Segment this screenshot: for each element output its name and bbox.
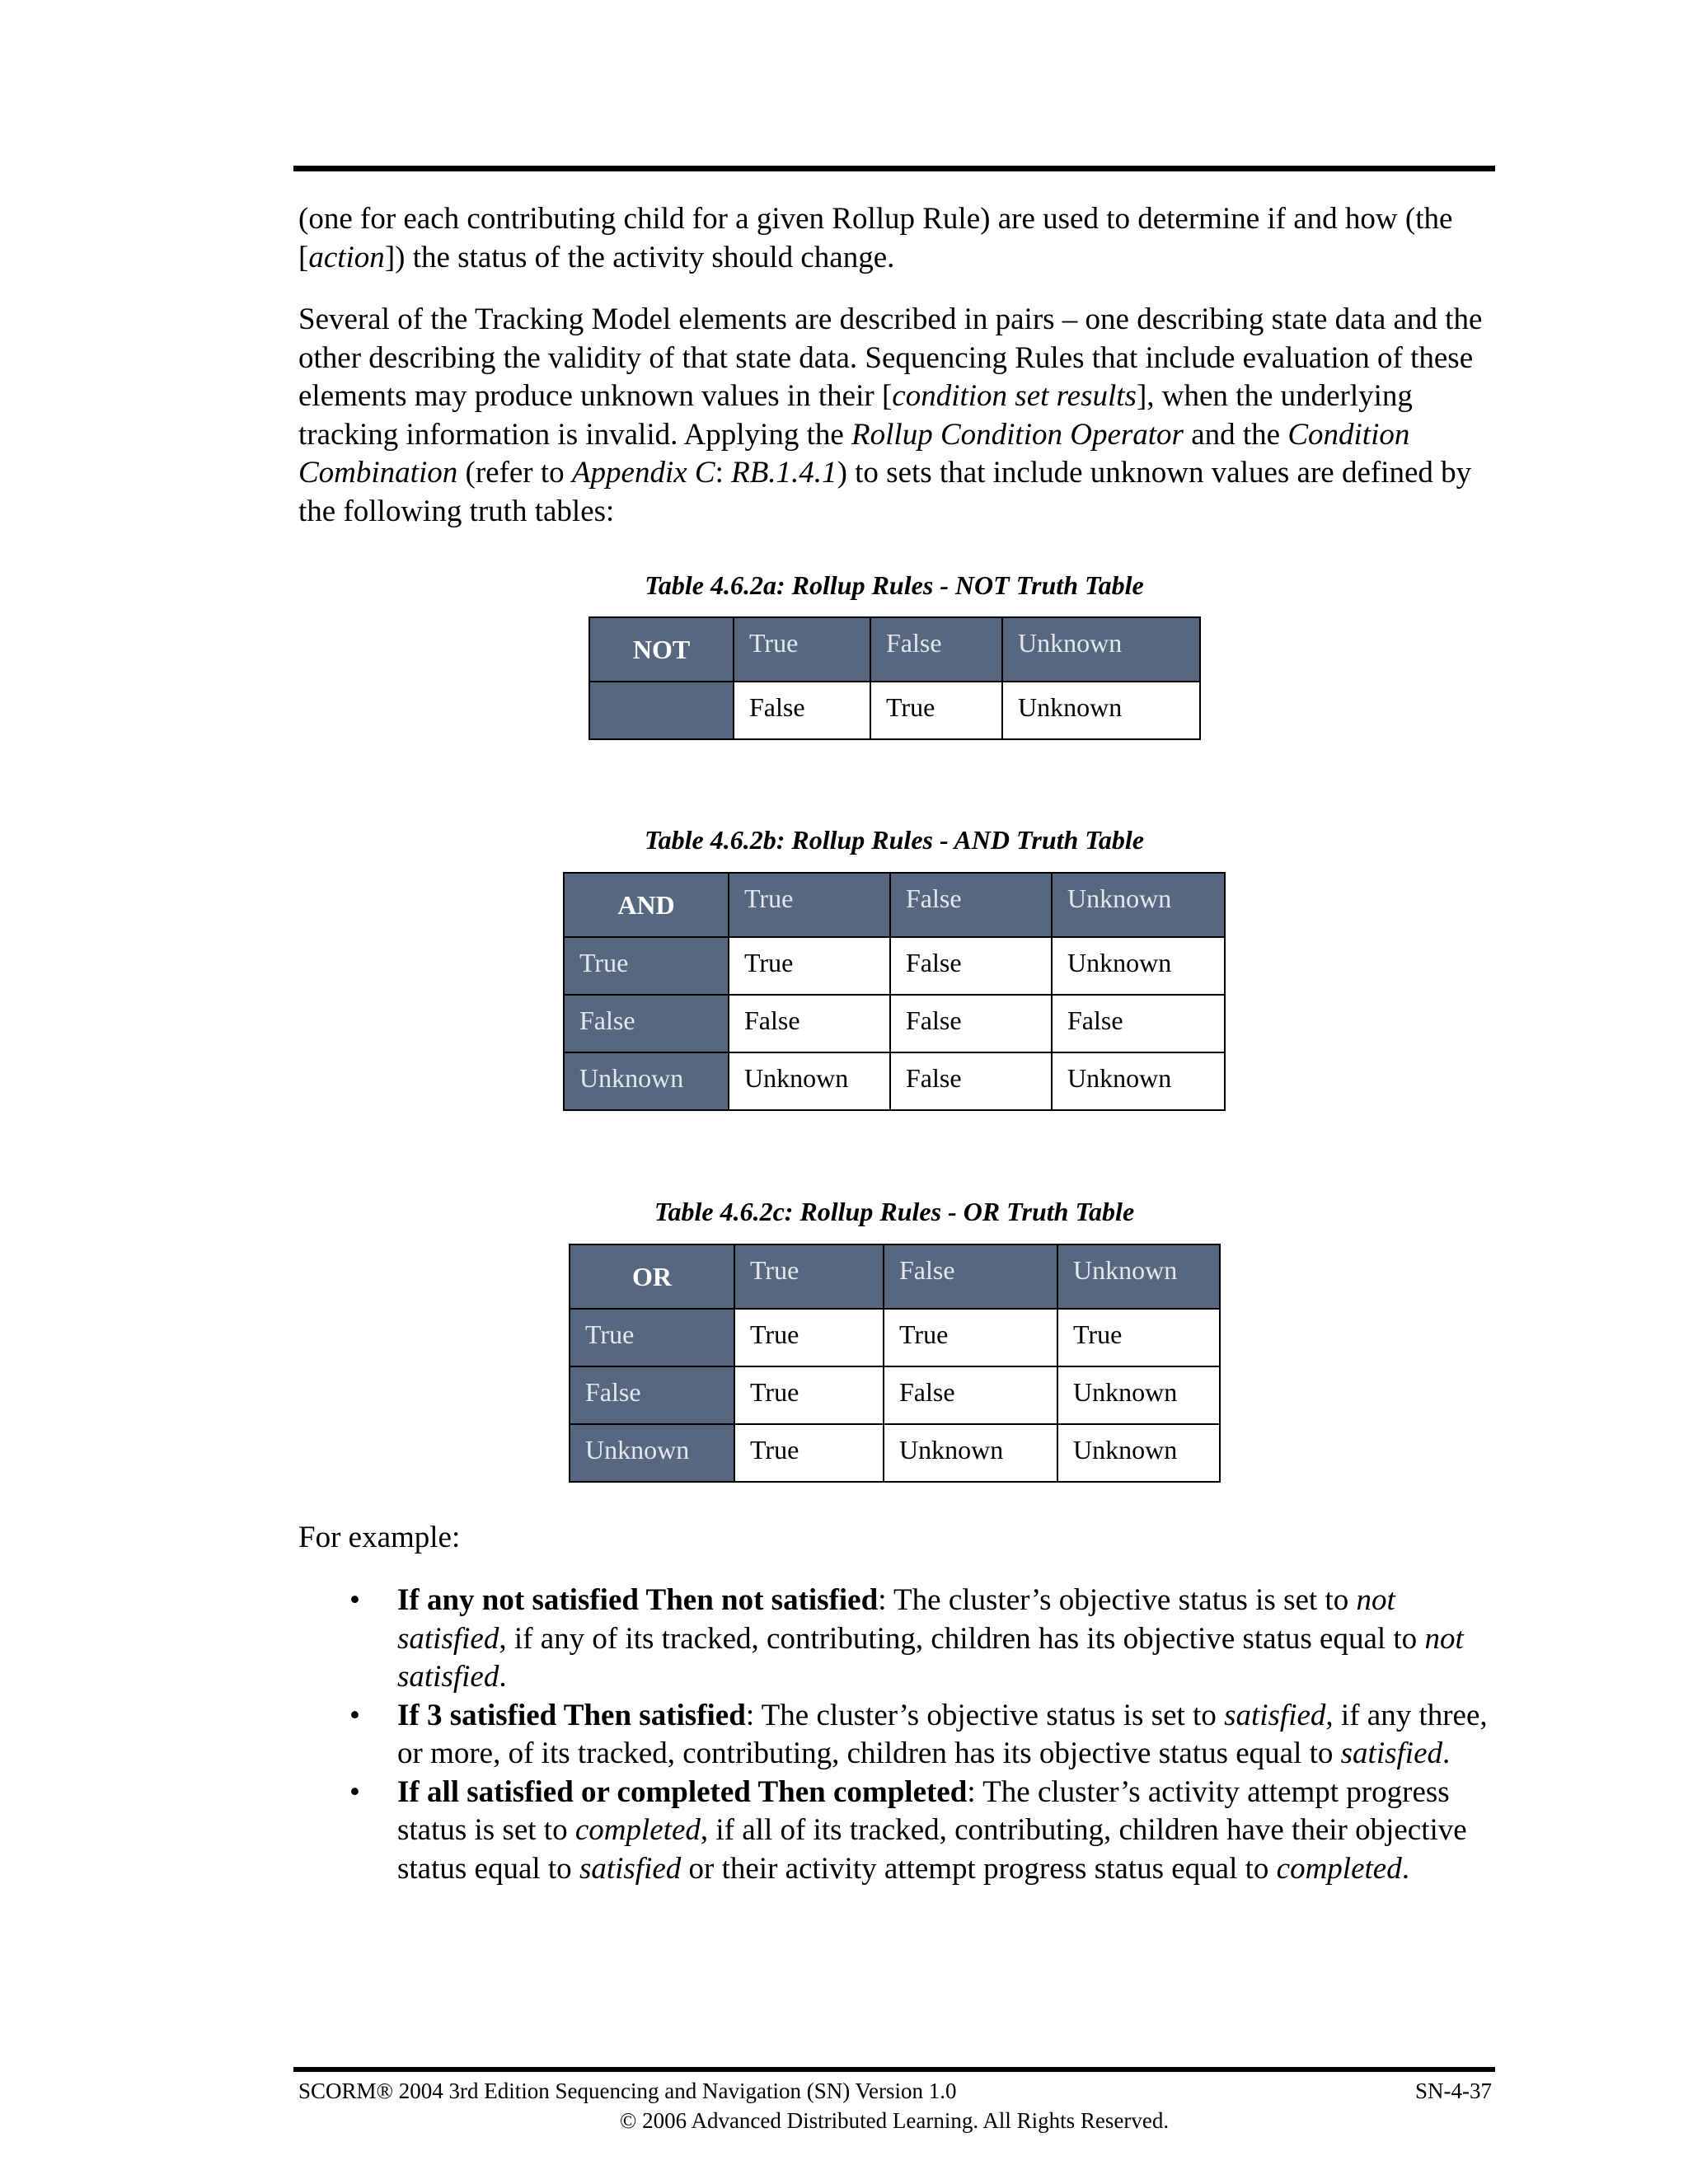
text-run: ]) the status of the activity should change. — [384, 240, 895, 274]
table-cell: False — [884, 1366, 1057, 1424]
row-header — [589, 682, 734, 739]
italic-term: satisfied — [1224, 1698, 1326, 1732]
bold-term: If 3 satisfied Then satisfied — [397, 1698, 746, 1732]
operator-label: OR — [570, 1244, 734, 1309]
operator-label: NOT — [589, 617, 734, 682]
text-run: , if all of its tracked, contributing, children have their objective status equal to — [397, 1813, 1467, 1886]
bullet-icon: • — [349, 1583, 360, 1617]
table-header-row — [564, 873, 1225, 937]
italic-term: not satisfied — [397, 1583, 1395, 1656]
footer-rule — [293, 2067, 1495, 2072]
example-item-any-not-satisfied — [298, 1582, 1493, 1697]
column-header: Unknown — [1002, 617, 1200, 682]
example-list — [298, 1582, 1493, 1888]
table-cell: True — [734, 1366, 884, 1424]
column-header: False — [884, 1244, 1057, 1309]
table-cell: Unknown — [1057, 1424, 1220, 1482]
text-run: : The cluster’s activity attempt progress status is set to — [397, 1774, 1450, 1847]
row-header: Unknown — [564, 1052, 729, 1110]
table-row — [589, 682, 1200, 739]
footer-copyright: © 2006 Advanced Distributed Learning. All Rights Reserved. — [619, 2108, 1170, 2133]
bold-term: If all satisfied or completed Then completed — [397, 1774, 968, 1809]
column-header: Unknown — [1052, 873, 1225, 937]
text-run: . — [1401, 1851, 1409, 1886]
italic-term: completed — [574, 1813, 701, 1847]
text-run: (refer to — [457, 456, 572, 490]
table-cell: False — [1052, 995, 1225, 1052]
column-header: True — [734, 617, 870, 682]
table-cell: False — [890, 1052, 1052, 1110]
row-header: False — [564, 995, 729, 1052]
truth-table-description — [298, 301, 1493, 531]
table-row — [570, 1309, 1220, 1366]
text-run: . — [499, 1660, 507, 1694]
row-header: True — [564, 937, 729, 995]
italic-term: Appendix C — [571, 456, 715, 490]
table-cell: False — [890, 937, 1052, 995]
italic-term: completed — [1276, 1851, 1402, 1886]
column-header: False — [870, 617, 1002, 682]
italic-term: RB.1.4.1 — [731, 456, 837, 490]
example-text — [397, 1699, 1488, 1771]
table-cell: True — [1057, 1309, 1220, 1366]
column-header: Unknown — [1057, 1244, 1220, 1309]
table-row — [564, 1052, 1225, 1110]
table-cell: True — [734, 1309, 884, 1366]
table-cell: True — [884, 1309, 1057, 1366]
footer-page-number: SN-4-37 — [1415, 2079, 1492, 2103]
table-cell: False — [729, 995, 890, 1052]
text-run: (one for each contributing child for a given Rollup Rule) are used to determine if and how (the [ — [298, 202, 1453, 274]
column-header: False — [890, 873, 1052, 937]
italic-term: Rollup Condition Operator — [851, 417, 1184, 452]
table-cell: Unknown — [1052, 1052, 1225, 1110]
text-run: Several of the Tracking Model elements are described in pairs – one describing state data and the other describing the validity of that state data. Sequencing Rules that include evaluation of these elements may produce unknown values in their [ — [298, 302, 1483, 413]
or-table-caption: Table 4.6.2c: Rollup Rules - OR Truth Table — [654, 1197, 1135, 1226]
table-header-row — [570, 1244, 1220, 1309]
text-run: ], when the underlying tracking information is invalid. Applying the — [298, 379, 1413, 452]
row-header: Unknown — [570, 1424, 734, 1482]
text-run: : The cluster’s objective status is set to — [745, 1698, 1225, 1732]
italic-term: satisfied — [1340, 1736, 1442, 1770]
bold-term: If any not satisfied Then not satisfied — [397, 1583, 879, 1617]
text-run: ) to sets that include unknown values are defined by the following truth tables: — [298, 456, 1472, 528]
text-run: or their activity attempt progress status equal to — [681, 1851, 1277, 1886]
example-intro: For example: — [298, 1521, 461, 1554]
row-header: True — [570, 1309, 734, 1366]
table-cell: Unknown — [729, 1052, 890, 1110]
text-run: . — [1442, 1736, 1451, 1770]
intro-paragraph — [298, 200, 1493, 277]
column-header: True — [734, 1244, 884, 1309]
footer-document-title: SCORM® 2004 3rd Edition Sequencing and Navigation (SN) Version 1.0 — [298, 2079, 957, 2103]
italic-term: condition set results — [892, 379, 1137, 413]
table-cell: Unknown — [1057, 1366, 1220, 1424]
italic-term: action — [308, 240, 385, 274]
table-header-row — [589, 617, 1200, 682]
column-header: True — [729, 873, 890, 937]
italic-term: satisfied — [579, 1851, 682, 1886]
text-run: : The cluster’s objective status is set to — [878, 1583, 1357, 1617]
bullet-icon: • — [349, 1774, 360, 1809]
text-run: : — [715, 456, 732, 490]
bullet-icon: • — [349, 1698, 360, 1732]
table-cell: True — [870, 682, 1002, 739]
text-run: and the — [1183, 417, 1288, 452]
header-rule — [293, 166, 1495, 171]
table-row — [570, 1366, 1220, 1424]
row-header: False — [570, 1366, 734, 1424]
table-cell: False — [734, 682, 870, 739]
table-cell: False — [890, 995, 1052, 1052]
text-run: , if any three, or more, of its tracked, contributing, children has its objective status equal to — [397, 1698, 1488, 1770]
or-truth-table — [569, 1244, 1221, 1483]
italic-term: Condition Combination — [298, 417, 1410, 490]
example-item-all-satisfied-or-completed — [298, 1774, 1493, 1889]
table-cell: Unknown — [1002, 682, 1200, 739]
example-text — [397, 1583, 1464, 1694]
and-table-caption: Table 4.6.2b: Rollup Rules - AND Truth Table — [645, 825, 1144, 855]
example-text — [397, 1775, 1467, 1886]
table-cell: True — [734, 1424, 884, 1482]
table-row — [570, 1424, 1220, 1482]
table-cell: True — [729, 937, 890, 995]
text-run: , if any of its tracked, contributing, children has its objective status equal to — [499, 1621, 1425, 1656]
table-row — [564, 937, 1225, 995]
not-table-caption: Table 4.6.2a: Rollup Rules - NOT Truth Table — [645, 570, 1144, 600]
not-truth-table — [588, 616, 1201, 740]
table-row — [564, 995, 1225, 1052]
and-truth-table — [563, 872, 1226, 1111]
table-cell: Unknown — [884, 1424, 1057, 1482]
italic-term: not satisfied — [397, 1621, 1464, 1694]
example-item-3-satisfied — [298, 1697, 1493, 1774]
table-cell: Unknown — [1052, 937, 1225, 995]
operator-label: AND — [564, 873, 729, 937]
